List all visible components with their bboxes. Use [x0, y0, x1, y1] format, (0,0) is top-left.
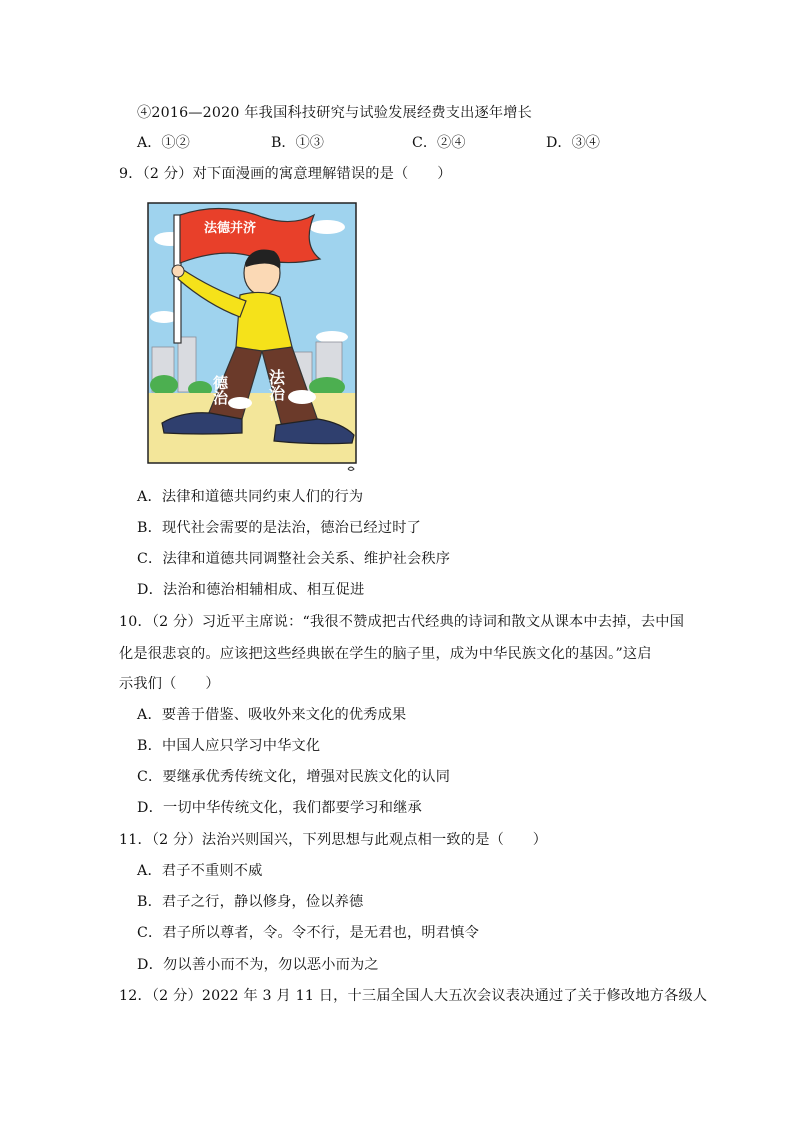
q9-stem: 9．（2 分）对下面漫画的寓意理解错误的是（ ）: [119, 166, 452, 182]
cartoon-signature: [348, 467, 354, 471]
q8-option-a[interactable]: A．①②: [137, 135, 190, 151]
cartoon-right-leg-text: 法治: [266, 369, 286, 401]
q10-stem-line-2: 化是很悲哀的。应该把这些经典嵌在学生的脑子里，成为中华民族文化的基因。”这启: [119, 646, 652, 662]
q9-option-c[interactable]: C．法律和道德共同调整社会关系、维护社会秩序: [137, 551, 451, 567]
q9-option-b[interactable]: B．现代社会需要的是法治，德治已经过时了: [137, 520, 421, 536]
q9-option-a[interactable]: A．法律和道德共同约束人们的行为: [137, 489, 364, 505]
q8-item-4: ④2016—2020 年我国科技研究与试验发展经费支出逐年增长: [137, 105, 533, 121]
cartoon-hand: [172, 265, 184, 277]
q11-option-c[interactable]: C．君子所以尊者，令。令不行，是无君也，明君慎令: [137, 925, 479, 941]
q8-option-b[interactable]: B．①③: [271, 135, 324, 151]
q10-stem-line-1: 10．（2 分）习近平主席说：“我很不赞成把古代经典的诗词和散文从课本中去掉，去中国: [119, 614, 685, 630]
q11-option-a[interactable]: A．君子不重则不威: [137, 863, 263, 879]
q10-option-d[interactable]: D．一切中华传统文化，我们都要学习和继承: [137, 800, 422, 816]
q8-options: [137, 133, 657, 153]
cartoon-left-leg-text: 德治: [211, 375, 229, 405]
q12-stem: 12．（2 分）2022 年 3 月 11 日，十三届全国人大五次会议表决通过了关于修改地方各级人: [119, 988, 708, 1004]
q10-option-b[interactable]: B．中国人应只学习中华文化: [137, 738, 321, 754]
q8-option-c[interactable]: C．②④: [412, 135, 466, 151]
q11-option-d[interactable]: D．勿以善小而不为，勿以恶小而为之: [137, 957, 379, 973]
q11-option-b[interactable]: B．君子之行，静以修身，俭以养德: [137, 894, 364, 910]
q9-option-d[interactable]: D．法治和德治相辅相成、相互促进: [137, 582, 365, 598]
q11-stem: 11．（2 分）法治兴则国兴，下列思想与此观点相一致的是（ ）: [119, 832, 548, 848]
q10-option-a[interactable]: A．要善于借鉴、吸收外来文化的优秀成果: [137, 707, 407, 723]
q10-stem-line-3: 示我们（ ）: [119, 676, 220, 692]
q10-option-c[interactable]: C．要继承优秀传统文化，增强对民族文化的认同: [137, 769, 451, 785]
q8-option-d[interactable]: D．③④: [546, 135, 600, 151]
cartoon-flag-text: 法德并济: [204, 221, 257, 236]
cartoon-illustration: [142, 197, 366, 475]
